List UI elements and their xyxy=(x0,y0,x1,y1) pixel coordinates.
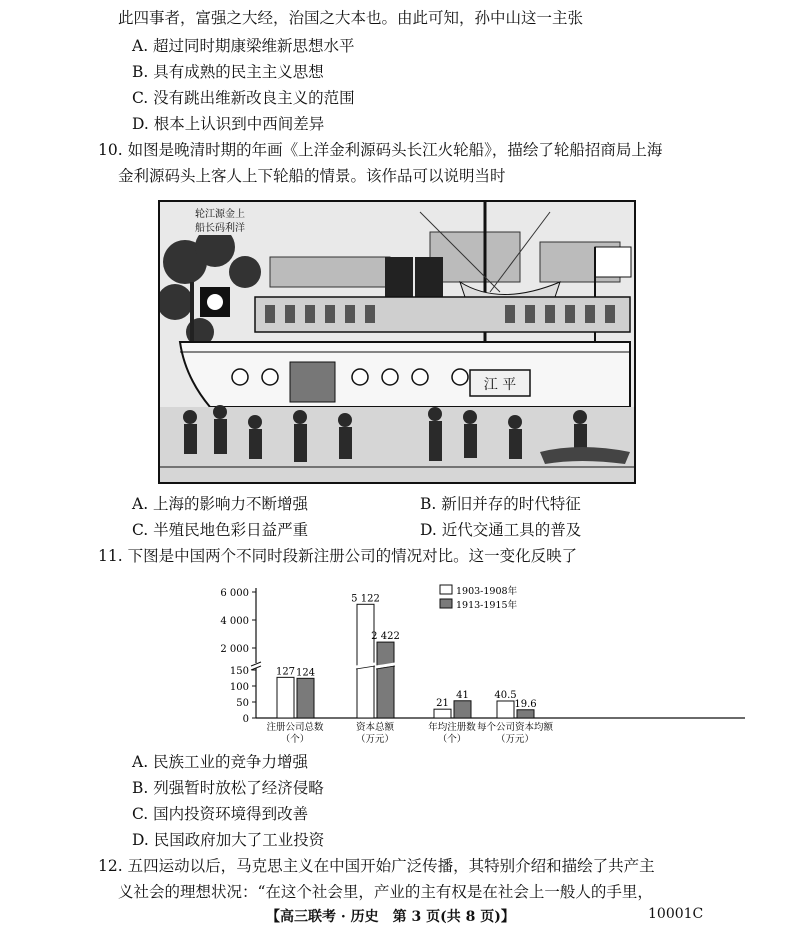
data-label: 21 xyxy=(436,698,449,710)
page-footer-title: 【高三联考 · 历史 第 3 页(共 8 页)】 xyxy=(266,909,515,925)
bar xyxy=(277,677,294,718)
q10-stem-line2: 金利源码头上客人上下轮船的情景。该作品可以说明当时 xyxy=(118,167,506,185)
bar xyxy=(377,642,394,718)
legend-swatch xyxy=(440,599,452,608)
q10-option-a: A. 上海的影响力不断增强 xyxy=(132,495,309,513)
data-label: 40.5 xyxy=(494,689,517,701)
x-tick-label: 资本总额 xyxy=(355,722,395,733)
page-footer-code: 10001C xyxy=(648,906,704,922)
ship-plaque-text: 江 平 xyxy=(483,377,517,393)
steamship-woodblock-illustration xyxy=(158,200,636,484)
x-tick-label: （万元） xyxy=(495,734,535,745)
steamship-drawing xyxy=(160,202,634,482)
x-tick-label: （个） xyxy=(437,734,467,745)
q9-option-a: A. 超过同时期康梁维新思想水平 xyxy=(132,37,355,55)
bar xyxy=(517,710,534,718)
q9-stem-tail: 此四事者，富强之大经，治国之大本也。由此可知，孙中山这一主张 xyxy=(118,9,584,27)
q11-option-d: D. 民国政府加大了工业投资 xyxy=(132,831,325,849)
y-tick-label: 0 xyxy=(242,714,249,725)
q9-option-c: C. 没有跳出维新改良主义的范围 xyxy=(132,89,355,107)
illustration-caption-line2: 船长码利洋 xyxy=(195,223,245,234)
bar xyxy=(297,678,314,718)
data-label: 124 xyxy=(295,667,316,679)
q10-option-b: B. 新旧并存的时代特征 xyxy=(420,495,581,513)
q9-option-b: B. 具有成熟的民主主义思想 xyxy=(132,63,324,81)
bar xyxy=(454,701,471,718)
illustration-caption-line1: 轮江源金上 xyxy=(195,209,245,220)
q10-option-d: D. 近代交通工具的普及 xyxy=(420,521,582,539)
legend-swatch xyxy=(440,585,452,594)
q12-stem-line1: 12. 五四运动以后，马克思主义在中国开始广泛传播，其特别介绍和描绘了共产主 xyxy=(98,857,655,875)
q11-option-b: B. 列强暂时放松了经济侵略 xyxy=(132,779,324,797)
q10-stem-line1: 10. 如图是晚清时期的年画《上洋金利源码头长江火轮船》，描绘了轮船招商局上海 xyxy=(98,141,663,159)
q11-option-c: C. 国内投资环境得到改善 xyxy=(132,805,309,823)
bar-chart-svg xyxy=(200,580,760,745)
data-label: 2 422 xyxy=(371,631,400,643)
x-tick-label: （个） xyxy=(280,734,310,745)
data-label: 5 122 xyxy=(351,593,380,605)
x-tick-label: 每个公司资本均额 xyxy=(476,722,554,733)
bar xyxy=(357,604,374,718)
y-tick-label: 4 000 xyxy=(220,616,249,627)
data-label: 127 xyxy=(275,666,296,678)
bar xyxy=(497,701,514,718)
company-registration-chart xyxy=(200,580,760,745)
y-tick-label: 50 xyxy=(236,698,249,709)
y-tick-label: 100 xyxy=(229,682,249,693)
y-tick-label: 150 xyxy=(229,666,249,677)
legend-label: 1913-1915年 xyxy=(456,600,518,611)
legend-label: 1903-1908年 xyxy=(456,586,518,597)
x-tick-label: （万元） xyxy=(355,734,395,745)
q9-option-d: D. 根本上认识到中西间差异 xyxy=(132,115,325,133)
y-tick-label: 2 000 xyxy=(220,644,249,655)
bar xyxy=(434,709,451,718)
q11-option-a: A. 民族工业的竞争力增强 xyxy=(132,753,309,771)
x-tick-label: 年均注册数 xyxy=(428,722,476,733)
y-tick-label: 6 000 xyxy=(220,588,249,599)
q12-stem-line2: 义社会的理想状况：“在这个社会里，产业的主有权是在社会上一般人的手里， xyxy=(118,883,653,901)
q10-option-c: C. 半殖民地色彩日益严重 xyxy=(132,521,309,539)
data-label: 19.6 xyxy=(514,698,537,710)
q11-stem: 11. 下图是中国两个不同时段新注册公司的情况对比。这一变化反映了 xyxy=(98,547,578,565)
x-tick-label: 注册公司总数 xyxy=(266,722,324,733)
data-label: 41 xyxy=(456,689,469,701)
